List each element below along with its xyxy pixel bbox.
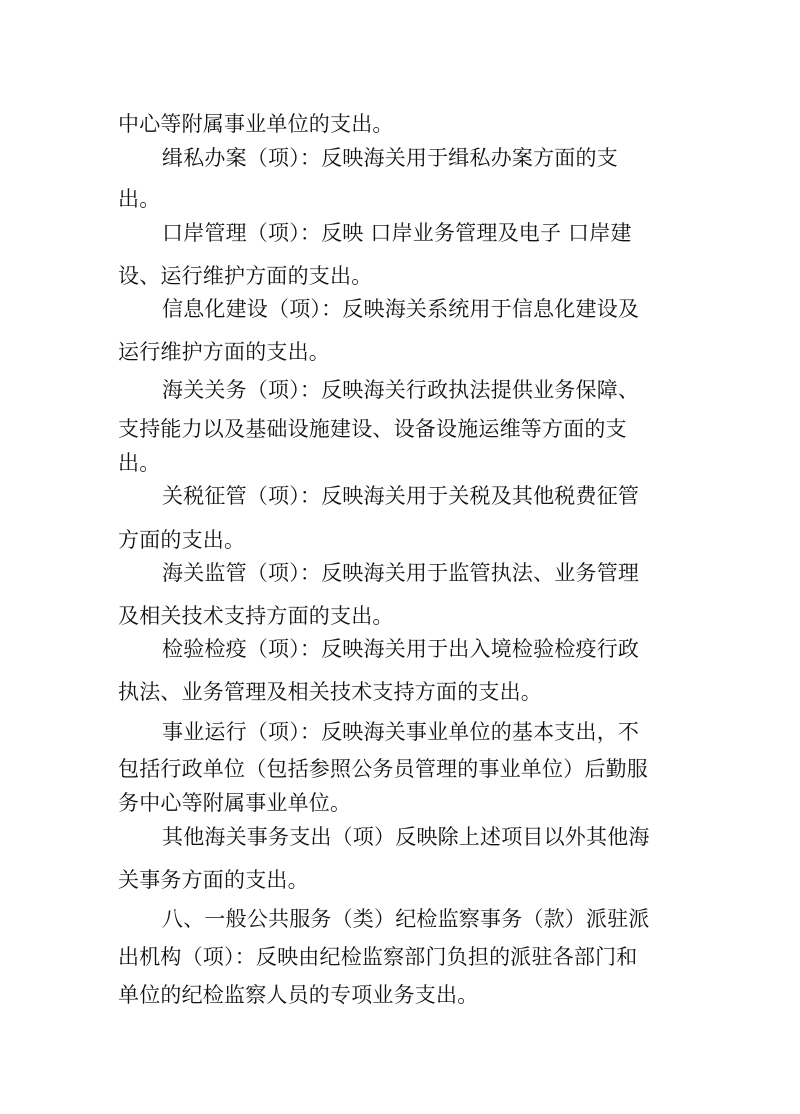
text-line: 设、运行维护方面的支出。 xyxy=(118,264,373,288)
text-line: 八、一般公共服务（类）纪检监察事务（款）派驻派 xyxy=(162,907,650,931)
text-line: 中心等附属事业单位的支出。 xyxy=(118,112,394,136)
text-line: 方面的支出。 xyxy=(118,528,246,552)
text-line: 信息化建设（项）：反映海关系统用于信息化建设及 xyxy=(162,297,640,321)
text-line: 缉私办案（项）：反映海关用于缉私办案方面的支 xyxy=(162,146,618,170)
text-line: 包括行政单位（包括参照公务员管理的事业单位）后勤服 xyxy=(118,757,648,781)
text-line: 单位的纪检监察人员的专项业务支出。 xyxy=(118,983,479,1007)
text-line: 关事务方面的支出。 xyxy=(118,868,309,892)
text-line: 事业运行（项）：反映海关事业单位的基本支出，不 xyxy=(162,720,640,744)
text-line: 支持能力以及基础设施建设、设备设施运维等方面的支 xyxy=(118,417,627,441)
text-line: 执法、业务管理及相关技术支持方面的支出。 xyxy=(118,680,542,704)
text-line: 海关监管（项）：反映海关用于监管执法、业务管理 xyxy=(162,561,640,585)
text-line: 出。 xyxy=(118,187,161,211)
text-line: 海关关务（项）：反映海关行政执法提供业务保障、 xyxy=(162,378,640,402)
text-line: 口岸管理（项）：反映 口岸业务管理及电子 口岸建 xyxy=(162,221,632,245)
text-line: 出。 xyxy=(118,451,161,475)
text-line: 运行维护方面的支出。 xyxy=(118,340,330,364)
text-line: 出机构（项）：反映由纪检监察部门负担的派驻各部门和 xyxy=(118,945,638,969)
text-line: 检验检疫（项）：反映海关用于出入境检验检疫行政 xyxy=(162,637,640,661)
text-line: 及相关技术支持方面的支出。 xyxy=(118,604,394,628)
text-line: 其他海关事务支出（项）反映除上述项目以外其他海 xyxy=(162,825,650,849)
text-line: 务中心等附属事业单位。 xyxy=(118,791,352,815)
text-line: 关税征管（项）：反映海关用于关税及其他税费征管 xyxy=(162,484,640,508)
